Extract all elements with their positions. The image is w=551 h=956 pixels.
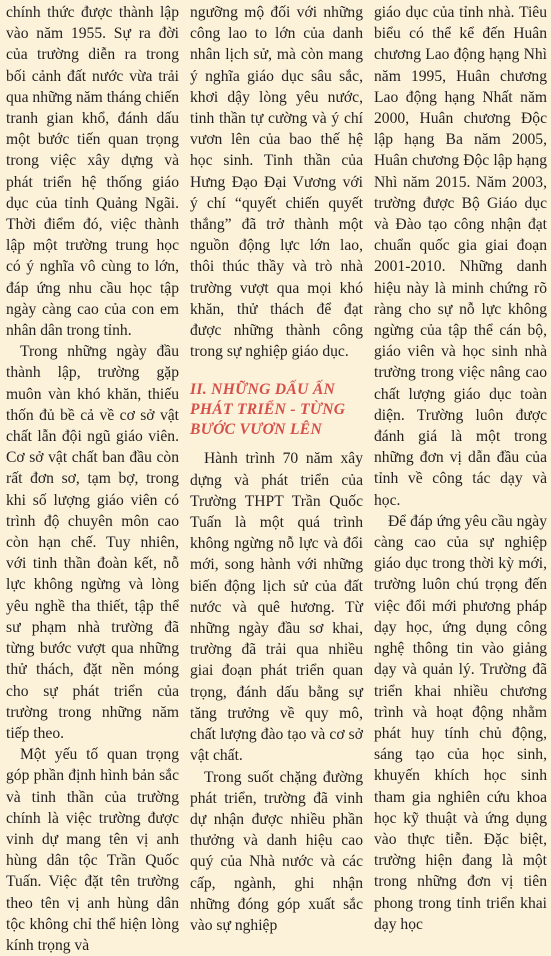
article-column-3 (374, 2, 547, 933)
paragraph: chính thức được thành lập vào năm 1955. Sự ra đời của trường diễn ra trong bối cảnh đất nước vừa trải qua những năm tháng chiến tranh gian khổ, đánh dấu một bước tiến quan trọng trong việc xây dựng và phát triển hệ thống giáo dục của tỉnh Quảng Ngãi. Thời điểm đó, việc thành lập một trường trung học có ý nghĩa vô cùng to lớn, đáp ứng nhu cầu học tập ngày càng cao của con em nhân dân trong tỉnh. (6, 4, 180, 340)
article-column-2 (190, 2, 363, 934)
paragraph: Hành trình 70 năm xây dựng và phát triển của Trường THPT Trần Quốc Tuấn là một quá trình không ngừng nỗ lực và đổi mới, song hành với những biến động lịch sử của đất nước và quê hương. Từ những ngày đầu sơ khai, trường đã trải qua nhiều giai đoạn phát triển quan trọng, đánh dấu bằng sự tăng trưởng về quy mô, chất lượng đào tạo và cơ sở vật chất. (190, 450, 363, 765)
paragraph: giáo dục của tỉnh nhà. Tiêu biểu có thể kể đến Huân chương Lao động hạng Nhì năm 1995, Huân chương Lao động hạng Nhất năm 2000, Huân chương Độc lập hạng Ba năm 2005, Huân chương Độc lập hạng Nhì năm 2015. Năm 2003, trường được Bộ Giáo dục và Đào tạo công nhận đạt chuẩn quốc gia giai đoạn 2001-2010. Những danh hiệu này là minh chứng rõ ràng cho sự nỗ lực không ngừng của tập thể cán bộ, giáo viên và học sinh nhà trường trong việc nâng cao chất lượng giáo dục toàn diện. Trường luôn được đánh giá là một trong những đơn vị dẫn đầu của tỉnh về công tác dạy và học. (374, 4, 547, 509)
paragraph: ngưỡng mộ đối với những công lao to lớn của danh nhân lịch sử, mà còn mang ý nghĩa giáo dục sâu sắc, khơi dậy lòng yêu nước, tinh thần tự cường và ý chí vươn lên của bao thế hệ học sinh. Tinh thần của Hưng Đạo Đại Vương với ý chí “quyết chiến quyết thắng” đã trở thành một nguồn động lực lớn lao, thôi thúc thầy và trò nhà trường vượt qua mọi khó khăn, thử thách để đạt được những thành công trong sự nghiệp giáo dục. (190, 4, 363, 361)
section-heading: II. NHỮNG DẤU ẤN PHÁT TRIỂN - TỪNG BƯỚC VƯƠN LÊN (190, 381, 346, 439)
paragraph: Một yếu tố quan trọng góp phần định hình bản sắc và tinh thần của trường chính là việc trường được vinh dự mang tên vị anh hùng dân tộc Trần Quốc Tuấn. Việc đặt tên trường theo tên vị anh hùng dân tộc không chỉ thể hiện lòng kính trọng và (6, 746, 179, 954)
paragraph: Để đáp ứng yêu cầu ngày càng cao của sự nghiệp giáo dục trong thời kỳ mới, trường luôn chú trọng đến việc đổi mới phương pháp dạy học, ứng dụng công nghệ thông tin vào giảng dạy và quản lý. Trường đã triển khai nhiều chương trình và hoạt động nhằm phát huy tính chủ động, sáng tạo của học sinh, khuyến khích học sinh tham gia nghiên cứu khoa học kỹ thuật và ứng dụng vào thực tiễn. Đặc biệt, trường hiện đang là một trong những đơn vị tiên phong trong tỉnh triển khai dạy học (374, 512, 547, 933)
paragraph: Trong những ngày đầu thành lập, trường gặp muôn vàn khó khăn, thiếu thốn đủ bề cả về cơ sở vật chất lẫn đội ngũ giáo viên. Cơ sở vật chất ban đầu còn rất đơn sơ, tạm bợ, trong khi số lượng giáo viên có trình độ chuyên môn cao còn hạn chế. Tuy nhiên, với tinh thần đoàn kết, nỗ lực không ngừng và lòng yêu nghề tha thiết, tập thể sư phạm nhà trường đã từng bước vượt qua những thử thách, đặt nền móng cho sự phát triển của trường trong những năm tiếp theo. (6, 343, 179, 742)
paragraph: Trong suốt chặng đường phát triển, trường đã vinh dự nhận được nhiều phần thưởng và danh hiệu cao quý của Nhà nước và các cấp, ngành, ghi nhận những đóng góp xuất sắc vào sự nghiệp (190, 768, 363, 934)
article-column-1 (6, 2, 180, 954)
